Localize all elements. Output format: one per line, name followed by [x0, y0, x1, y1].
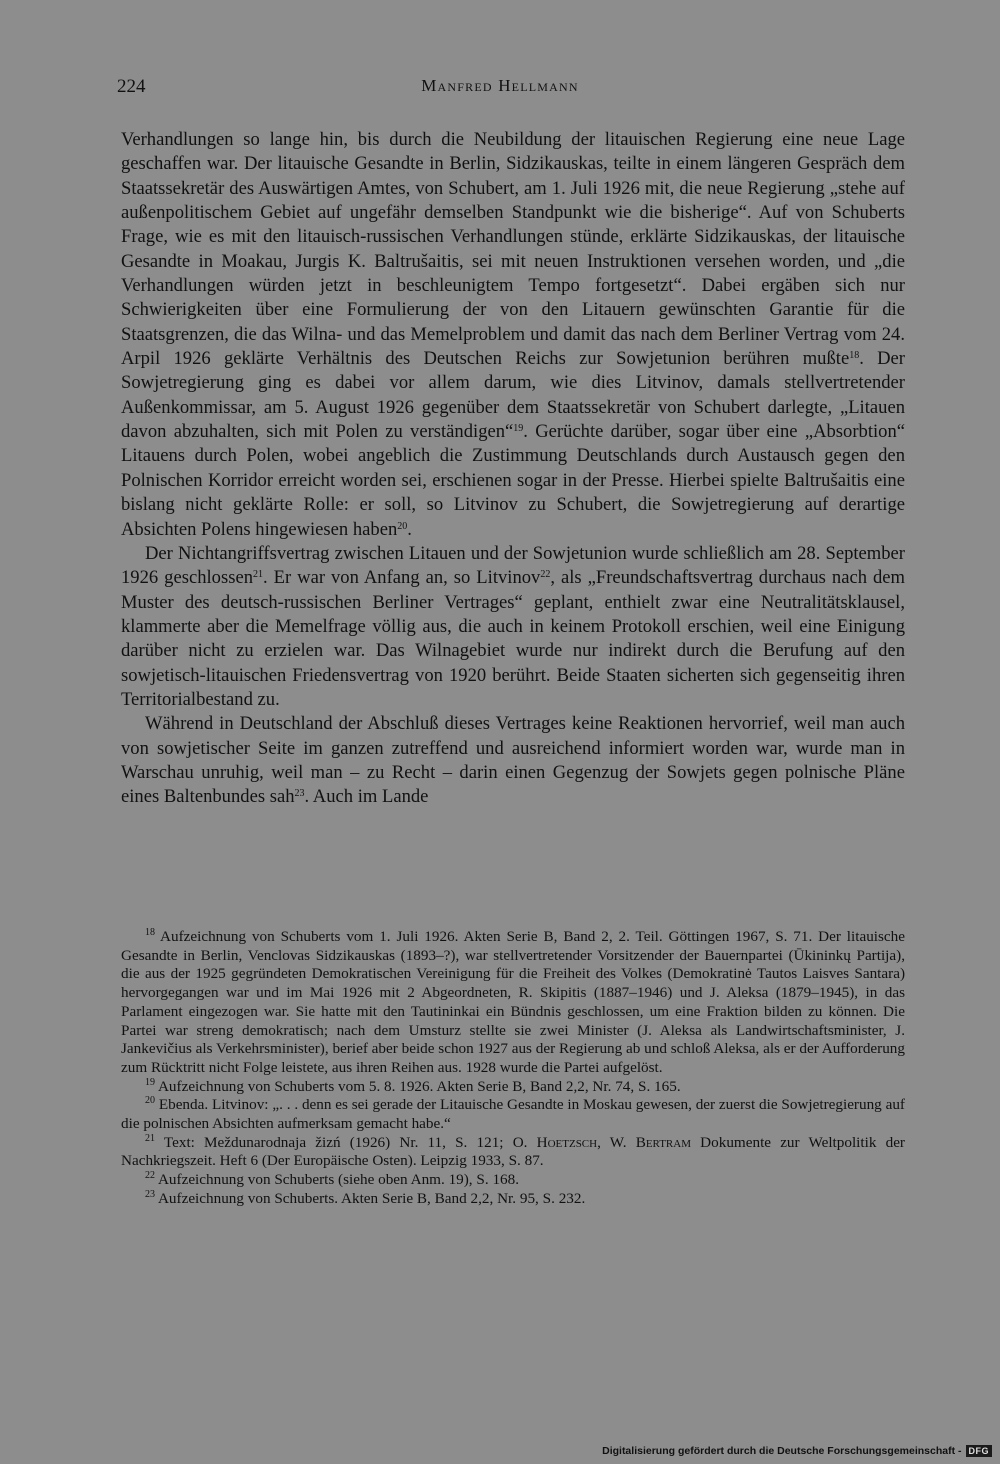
footnote-ref: 19 [513, 423, 524, 435]
footnote [121, 1078, 905, 1097]
text-run: Verhandlungen so lange hin, bis durch die Neubildung der litauischen Regierung eine neue Lage geschaffen war. Der litauische Gesandte in Berlin, Sidzikauskas, teilte in einem längeren Gespräch dem Staatssekretär des Auswärtigen Amtes, von Schubert, am 1. Juli 1926 mit, die neue Regierung „stehe auf außenpolitischem Gebiet auf ungefähr demselben Standpunkt wie die bisherige“. Auf von Schuberts Frage, wie es mit den litauisch-russischen Verhandlungen stünde, erklärte Sidzikauskas, der litauische Gesandte in Moakau, Jurgis K. Baltrušaitis, sei mit neuen Instruktionen versehen worden, und „die Verhandlungen würden jetzt in beschleunigtem Tempo fortgesetzt“. Dabei ergäben sich nur Schwierigkeiten über eine Formulierung der von den Litauern gewünschten Garantie für die Staatsgrenzen, die das Wilna- und das Memelproblem und damit das nach dem Berliner Vertrag vom 24. Arpil 1926 geklärte Verhältnis des Deutschen Reichs zur Sowjetunion berühren mußte [121, 129, 905, 370]
footnote-text: Aufzeichnung von Schuberts vom 5. 8. 1926. Akten Serie B, Band 2,2, Nr. 74, S. 165. [155, 1077, 681, 1095]
paragraph [121, 712, 905, 809]
footnote-ref: 20 [397, 520, 408, 532]
footnote-text: Aufzeichnung von Schuberts. Akten Serie B, Band 2,2, Nr. 95, S. 232. [155, 1189, 586, 1207]
footnote [121, 1171, 905, 1190]
footnote-number: 22 [145, 1170, 155, 1182]
text-run: . Er war von Anfang an, so Litvinov [263, 567, 541, 589]
footnote-ref: 23 [294, 788, 305, 800]
text-run: , als „Freundschaftsvertrag durchaus nach dem Muster des deutsch-russischen Berliner Vertrages“ geplant, enthielt zwar eine Neutralitätsklausel, klammerte aber die Memelfrage völlig aus, die auch in keinem Protokoll erschien, weil eine Einigung darüber nicht zu erzielen war. Das Wilnagebiet wurde nur indirekt durch die Berufung auf den sowjetisch-litauischen Friedensvertrag von 1920 berührt. Beide Staaten sicherten sich gegenseitig ihren Territorialbestand zu. [121, 567, 905, 710]
footnote [121, 1096, 905, 1133]
text-run: Der Nichtangriffsvertrag zwischen Litauen und der Sowjetunion wurde schließlich am 28. September 1926 geschlossen [121, 542, 905, 589]
author-name: Hoetzsch [536, 1133, 598, 1151]
footnote-number: 20 [145, 1095, 155, 1107]
footnote [121, 1190, 905, 1209]
footnotes [121, 928, 905, 1209]
footnote-ref: 18 [849, 350, 860, 362]
funding-notice [602, 1444, 992, 1458]
running-head: Manfred Hellmann [421, 76, 579, 95]
footnote-text: Aufzeichnung von Schuberts (siehe oben Anm. 19), S. 168. [155, 1171, 520, 1189]
text-run: . Der Sowjetregierung ging es dabei vor allem darum, wie dies Litvinov, damals stellvertretender Außenkommissar, am 5. August 1926 gegenüber dem Staatssekretär von Schubert darlegte, „Litauen davon abzuhalten, sich mit Polen zu verständigen“ [121, 348, 905, 443]
main-text [121, 128, 905, 810]
funding-text: Digitalisierung gefördert durch die Deutsche Forschungsgemeinschaft - [602, 1445, 962, 1457]
text-run: . Auch im Lande [304, 786, 429, 808]
footnote-text: , W. [597, 1133, 636, 1151]
footnote-number: 18 [145, 927, 155, 938]
dfg-logo-icon: DFG [966, 1445, 993, 1457]
footnote [121, 1134, 905, 1171]
paragraph [121, 128, 905, 542]
footnote-number: 19 [145, 1076, 155, 1088]
author-name: Bertram [635, 1133, 691, 1151]
footnote-number: 21 [145, 1132, 155, 1144]
footnote [121, 928, 905, 1078]
footnote-text: Ebenda. Litvinov: „. . . denn es sei gerade der Litauische Gesandte in Moskau gewesen, der zuerst die Sowjetregierung auf die polnischen Absichten aufmerksam gemacht habe.“ [121, 1096, 905, 1133]
footnote-text: Dokumente zur Weltpolitik der Nachkriegszeit. Heft 6 (Der Europäische Osten). Leipzig 1933, S. 87. [121, 1133, 905, 1170]
page-number: 224 [117, 76, 146, 97]
footnote-text: Text: Meždunarodnaja žizń (1926) Nr. 11, S. 121; O. [155, 1133, 537, 1151]
footnote-ref: 22 [540, 569, 551, 581]
text-run: Während in Deutschland der Abschluß dieses Vertrages keine Reaktionen hervorrief, weil man auch von sowjetischer Seite im ganzen zutreffend und ausreichend informiert worden war, wurde man in Warschau unruhig, weil man – zu Recht – darin einen Gegenzug der Sowjets gegen polnische Pläne eines Baltenbundes sah [121, 713, 905, 808]
footnote-text: Aufzeichnung von Schuberts vom 1. Juli 1926. Akten Serie B, Band 2, 2. Teil. Göttingen 1967, S. 71. Der litauische Gesandte in Berlin, Venclovas Sidzikauskas (1893–?), war stellvertretender Vorsitzender der Bauernpartei (Ūkininkų Partija), die aus der 1925 gegründeten Demokratischen Vereinigung für die Freiheit des Volkes (Demokratinė Tautos Laisves Santara) hervorgegangen war und im Mai 1926 mit 2 Abgeordneten, R. Skipitis (1887–1946) und J. Aleksa (1879–1945), in das Parlament eingezogen war. Sie hatte mit den Tautininkai ein Bündnis geschlossen, um eine Fraktion bilden zu können. Die Partei war streng demokratisch; nach dem Umsturz stellte sie zwei Minister (J. Aleksa als Landwirtschaftsminister, J. Jankevičius als Verkehrsminister), berief aber beide schon 1927 aus der Regierung ab und schloß Aleksa, als er der Aufforderung zum Rücktritt nicht Folge leistete, aus ihren Reihen aus. 1928 wurde die Partei aufgelöst. [121, 928, 905, 1076]
footnote-ref: 21 [253, 569, 263, 581]
text-run: . Gerüchte darüber, sogar über eine „Absorbtion“ Litauens durch Polen, wobei angeblich die Zustimmung Deutschlands durch Austausch gegen den Polnischen Korridor erreicht worden sei, erschienen sogar in der Presse. Hierbei spielte Baltrušaitis eine bislang nicht geklärte Rolle: er soll, so Litvinov zu Schubert, die Sowjetregierung auf derartige Absichten Polens hingewiesen haben [121, 421, 905, 540]
text-run: . [407, 518, 412, 540]
paragraph [121, 542, 905, 712]
footnote-number: 23 [145, 1188, 155, 1200]
